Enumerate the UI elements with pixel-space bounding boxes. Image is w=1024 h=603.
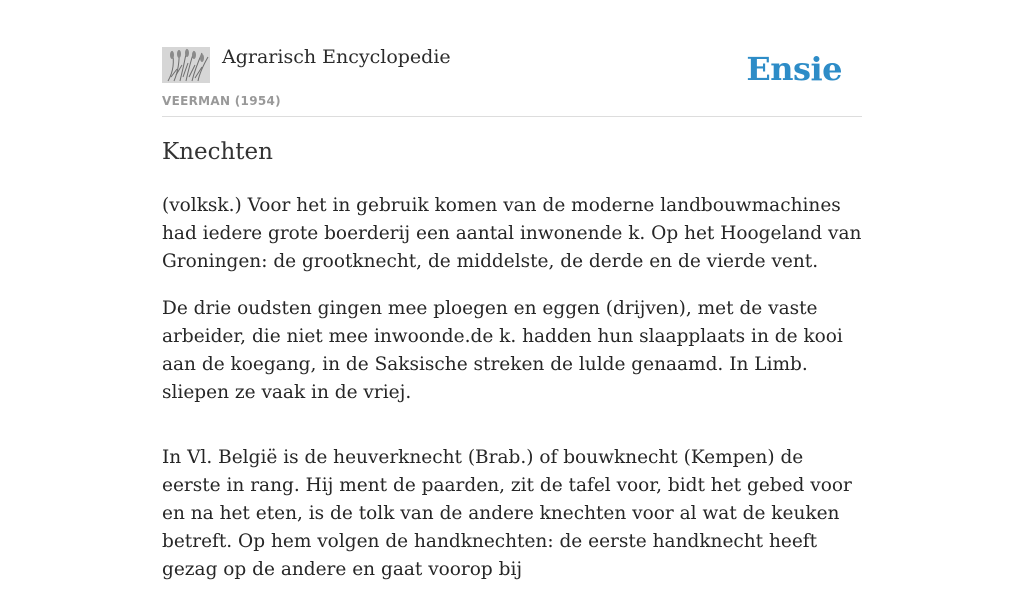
ensie-brand-logo[interactable]: Ensie	[746, 50, 842, 88]
source-author-year: VEERMAN (1954)	[162, 94, 281, 108]
article-body	[162, 192, 862, 603]
wheat-logo-icon[interactable]	[162, 47, 210, 83]
article-paragraph: De drie oudsten gingen mee ploegen en eggen (drijven), met de vaste arbeider, die niet mee inwoonde.de k. hadden hun slaapplaats in de kooi aan de koegang, in de Saksische streken de lulde genaamd. In Limb. sliepen ze vaak in de vriej.	[162, 298, 843, 403]
source-header	[162, 42, 862, 117]
article-title: Knechten	[162, 139, 273, 165]
source-title-link[interactable]: Agrarisch Encyclopedie	[222, 46, 451, 68]
article-paragraph: In Vl. België is de heuverknecht (Brab.) of bouwknecht (Kempen) de eerste in rang. Hij ment de paarden, zit de tafel voor, bidt het gebed voor en na het eten, is de tolk van de andere knechten voor al wat de keuken betreft. Op hem volgen de handknechten: de eerste handknecht heeft gezag op de andere en gaat voorop bij	[162, 447, 852, 580]
article-paragraph: (volksk.) Voor het in gebruik komen van de moderne landbouwmachines had iedere grote boerderij een aantal inwonende k. Op het Hoogeland van Groningen: de grootknecht, de middelste, de derde en de vierde vent.	[162, 195, 862, 272]
